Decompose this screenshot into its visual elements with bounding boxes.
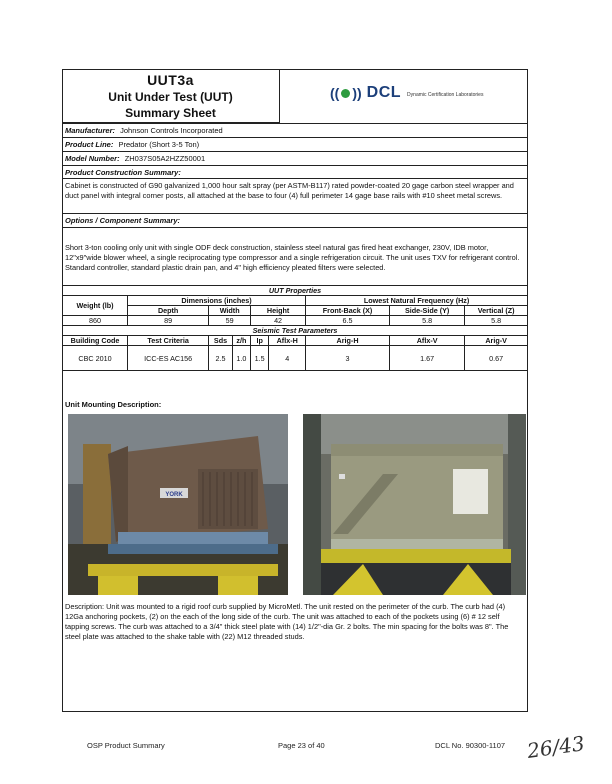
seismic-value: 1.5 <box>251 346 269 371</box>
weight-header: Weight (lb) <box>63 296 128 316</box>
footer-page: Page 23 of 40 <box>278 741 325 750</box>
manufacturer-label: Manufacturer: <box>65 126 116 135</box>
divider <box>62 227 528 228</box>
width-header: Width <box>209 306 251 316</box>
divider <box>62 137 528 138</box>
seismic-header: Building Code <box>63 336 128 346</box>
divider <box>62 123 528 124</box>
logo-dot-icon <box>341 89 350 98</box>
seismic-header: z/h <box>232 336 250 346</box>
logo-name: DCL <box>366 84 402 101</box>
seismic-value: 2.5 <box>209 346 233 371</box>
seismic-header: Ip <box>251 336 269 346</box>
seismic-header: Arig-V <box>465 336 528 346</box>
construction-text: Cabinet is constructed of G90 galvanized 1,000 hour salt spray (per ASTM-B117) rated powder-coated 20 gage carbon steel wrapper and duct panel with integral corner posts, all attached at the base to four (4) full perimeter 14 gage base rails with #10 sheet metal screws. <box>65 181 514 200</box>
uut-id: UUT3a <box>147 72 194 88</box>
logo-wave-right: )) <box>352 85 362 101</box>
footer-left: OSP Product Summary <box>87 741 165 750</box>
footer-right: DCL No. 90300-1107 <box>435 741 506 750</box>
model-value: ZH037S05A2HZZ50001 <box>124 154 206 163</box>
product-line-label: Product Line: <box>65 140 114 149</box>
product-line-value: Predator (Short 3-5 Ton) <box>118 140 200 149</box>
fx-value: 6.5 <box>306 316 390 326</box>
width-value: 59 <box>209 316 251 326</box>
options-text: Short 3-ton cooling only unit with single ODF deck construction, stainless steel natural gas fired heat exchanger, 230V, IDB motor, 12"x9"wide blower wheel, a single reciprocating type compressor and a single refrigeration circuit. The unit uses TXV for refrigerant control. Standard controller, standard plastic drain pan, and 4" high efficiency pleated filters were selected. <box>65 243 520 272</box>
seismic-header: Sds <box>209 336 233 346</box>
unit-photo-left <box>68 414 288 595</box>
divider <box>62 178 528 179</box>
manufacturer-value: Johnson Controls Incorporated <box>120 126 223 135</box>
fy-value: 5.8 <box>389 316 464 326</box>
divider <box>62 165 528 166</box>
fz-value: 5.8 <box>465 316 528 326</box>
model-label: Model Number: <box>65 154 120 163</box>
height-header: Height <box>251 306 306 316</box>
dcl-logo-mark <box>330 85 362 101</box>
unit-photo-right-image <box>303 414 526 595</box>
depth-value: 89 <box>128 316 209 326</box>
seismic-value: 4 <box>269 346 306 371</box>
title-line1: Unit Under Test (UUT) <box>108 90 233 104</box>
uut-properties-title: UUT Properties <box>63 286 528 296</box>
mounting-description: Description: Unit was mounted to a rigid roof curb supplied by MicroMetl. The unit rested on the perimeter of the curb. The curb had (4) 12Ga anchoring pockets, (2) on the each of the long side of the curb. The unit was attached to each of the pockets using (6) # 12 self tapping screws. The curb was attached to a 3/4" thick steel plate with (14) 1/2"-dia Gr. 2 bolts. The min spacing for the bolts was 8". The steel plate was attached to the shake table with (22) M12 threaded studs. <box>65 602 509 641</box>
construction-label: Product Construction Summary: <box>65 168 181 177</box>
vertical-header: Vertical (Z) <box>465 306 528 316</box>
divider <box>62 151 528 152</box>
seismic-value: 1.0 <box>232 346 250 371</box>
manufacturer-row <box>65 126 223 135</box>
seismic-value: 1.67 <box>389 346 464 371</box>
frequency-header: Lowest Natural Frequency (Hz) <box>306 296 528 306</box>
logo-subtitle: Dynamic Certification Laboratories <box>407 92 484 98</box>
seismic-value: CBC 2010 <box>63 346 128 371</box>
depth-header: Depth <box>128 306 209 316</box>
height-value: 42 <box>251 316 306 326</box>
seismic-header: Test Criteria <box>128 336 209 346</box>
side-side-header: Side-Side (Y) <box>389 306 464 316</box>
mounting-label: Unit Mounting Description: <box>65 400 162 409</box>
model-row <box>65 154 205 163</box>
seismic-header: Arig-H <box>306 336 390 346</box>
york-logo: YORK <box>165 492 183 498</box>
seismic-header: Aflx-V <box>389 336 464 346</box>
uut-properties-table <box>62 285 528 371</box>
seismic-value: 3 <box>306 346 390 371</box>
dcl-logo <box>330 84 483 102</box>
weight-value: 860 <box>63 316 128 326</box>
dimensions-header: Dimensions (inches) <box>128 296 306 306</box>
handwritten-page-number: 26/43 <box>525 731 587 763</box>
seismic-header: Aflx-H <box>269 336 306 346</box>
seismic-value: ICC-ES AC156 <box>128 346 209 371</box>
product-line-row <box>65 140 199 149</box>
divider <box>62 213 528 214</box>
front-back-header: Front-Back (X) <box>306 306 390 316</box>
seismic-value: 0.67 <box>465 346 528 371</box>
seismic-title: Seismic Test Parameters <box>63 326 528 336</box>
unit-photo-right <box>303 414 526 595</box>
logo-wave-left: (( <box>330 85 340 101</box>
unit-photo-left-image <box>68 414 288 595</box>
options-label: Options / Component Summary: <box>65 216 181 225</box>
title-line2: Summary Sheet <box>125 106 216 120</box>
header-title-box <box>62 69 280 123</box>
